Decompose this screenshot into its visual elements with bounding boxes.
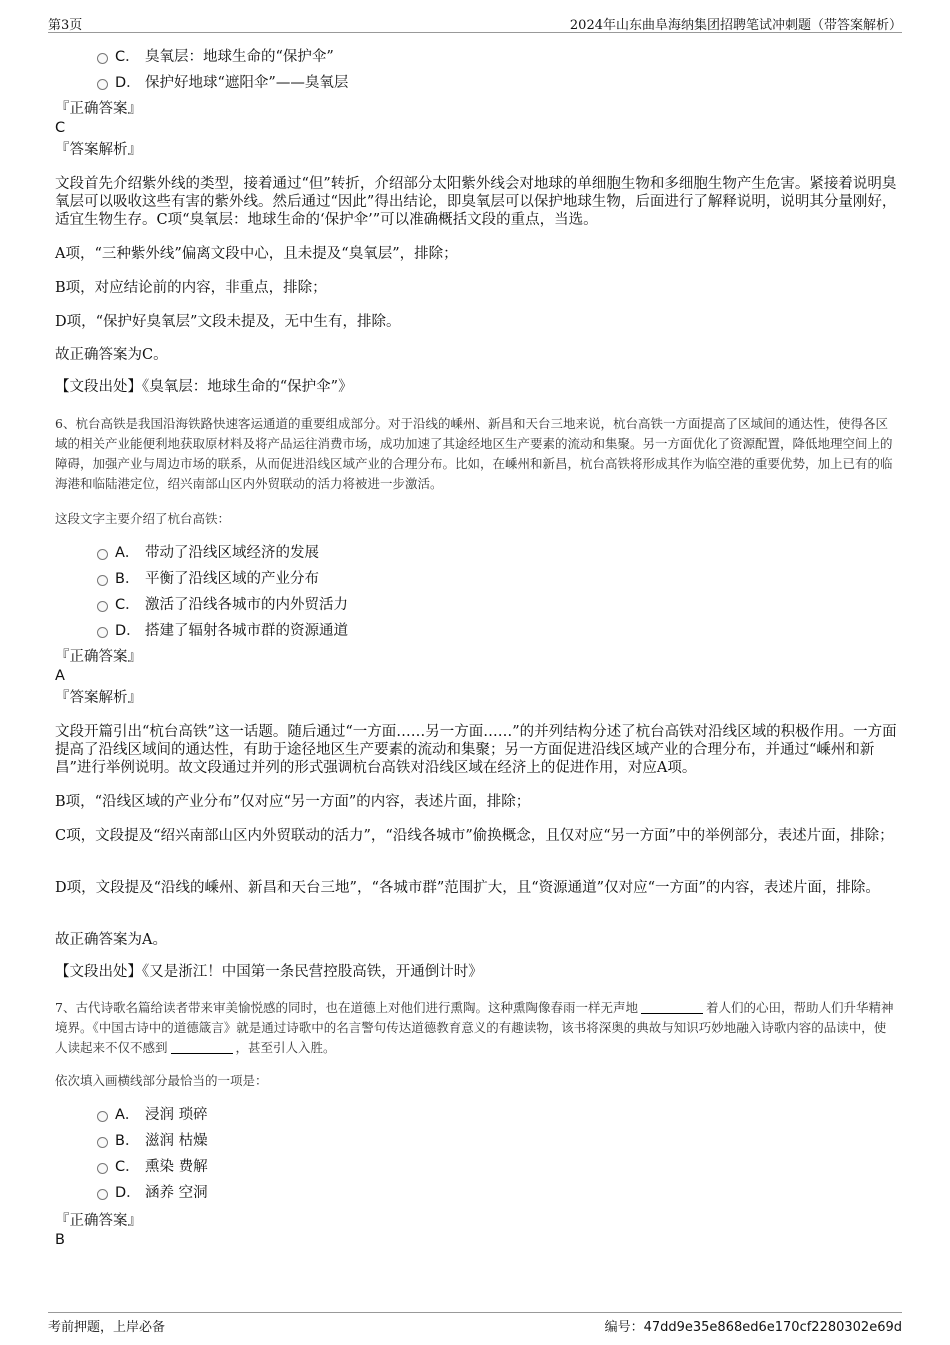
analysis-paragraph: C项，文段提及“绍兴南部山区内外贸联动的活力”，“沿线各城市”偷换概念，且仅对应“另一方面”中的举例部分，表述片面，排除； [55, 828, 894, 844]
radio-icon[interactable] [97, 627, 108, 638]
radio-icon[interactable] [97, 601, 108, 612]
source-citation: 【文段出处】《又是浙江！中国第一条民营控股高铁，开通倒计时》 [55, 964, 483, 980]
answer-label: 『正确答案』 [55, 1213, 142, 1229]
analysis-paragraph: D项，文段提及“沿线的嵊州、新昌和天台三地”，“各城市群”范围扩大，且“资源通道”仅对应“一方面”的内容，表述片面，排除。 [55, 880, 880, 896]
option-c[interactable]: C． 熏染 费解 [55, 1154, 897, 1180]
q6-options [55, 540, 897, 644]
radio-icon[interactable] [97, 79, 108, 90]
option-b[interactable]: B． 滋润 枯燥 [55, 1128, 897, 1154]
analysis-paragraph: 文段首先介绍紫外线的类型，接着通过“但”转折，介绍部分太阳紫外线会对地球的单细胞生物和多细胞生物产生危害。紧接着说明臭氧层可以吸收这些有害的紫外线。然后通过“因此”得出结论，即臭氧层可以保护地球生物，后面进行了解释说明，说明其分量刚好，适宜生物生存。C项“臭氧层：地球生命的‘保护伞’”可以准确概括文段的重点，当选。 [55, 176, 897, 228]
analysis-paragraph: 故正确答案为C。 [55, 347, 168, 363]
analysis-paragraph: B项，“沿线区域的产业分布”仅对应“另一方面”的内容，表述片面，排除； [55, 794, 531, 810]
q7-options [55, 1102, 897, 1206]
radio-icon[interactable] [97, 549, 108, 560]
radio-icon[interactable] [97, 53, 108, 64]
option-d[interactable]: D． 搭建了辐射各城市群的资源通道 [55, 618, 897, 644]
question-text: 7、古代诗歌名篇给读者带来审美愉悦感的同时，也在道德上对他们进行熏陶。这种熏陶像春雨一样无声地 着人们的心田，帮助人们升华精神境界。《中国古诗中的道德箴言》就是通过诗歌中的名言警句传达道德教育意义的有趣读物，该书将深奥的典故与知识巧妙地融入诗歌内容的品读中，使人读起来不仅不感到 ，甚至引人入胜。 [55, 1000, 894, 1055]
radio-icon[interactable] [97, 1163, 108, 1174]
answer-label: 『正确答案』 [55, 649, 142, 665]
radio-icon[interactable] [97, 1137, 108, 1148]
option-d[interactable]: D． 涵养 空洞 [55, 1180, 897, 1206]
answer-label: 『正确答案』 [55, 101, 142, 117]
analysis-paragraph: A项，“三种紫外线”偏离文段中心，且未提及“臭氧层”，排除； [55, 246, 458, 262]
source-citation: 【文段出处】《臭氧层：地球生命的“保护伞”》 [55, 379, 353, 395]
answer-value: C [55, 120, 66, 136]
question-prompt: 这段文字主要介绍了杭台高铁： [55, 511, 231, 526]
document-title: 2024年山东曲阜海纳集团招聘笔试冲刺题（带答案解析） [569, 18, 902, 33]
question-text: 6、杭台高铁是我国沿海铁路快速客运通道的重要组成部分。对于沿线的嵊州、新昌和天台三地来说，杭台高铁一方面提高了区域间的通达性，使得各区域的相关产业能便利地获取原材料及将产品运往消费市场，成功加速了其途经地区生产要素的流动和集聚。另一方面优化了资源配置，降低地理空间上的障碍，加强产业与周边市场的联系，从而促进沿线区域产业的合理分布。比如，在嵊州和新昌，杭台高铁将形成其作为临空港的重要优势，加上已有的临海港和临陆港定位，绍兴南部山区内外贸联动的活力将被进一步激活。 [55, 416, 893, 491]
q5-options [55, 44, 897, 96]
radio-icon[interactable] [97, 1111, 108, 1122]
page-footer [48, 1312, 902, 1338]
analysis-paragraph: D项，“保护好臭氧层”文段未提及，无中生有，排除。 [55, 314, 401, 330]
analysis-paragraph: 文段开篇引出“杭台高铁”这一话题。随后通过“一方面……另一方面……”的并列结构分述了杭台高铁对沿线区域的积极作用。一方面提高了沿线区域间的通达性，有助于途径地区生产要素的流动和集聚；另一方面促进沿线区域产业的合理分布，并通过“嵊州和新昌”进行举例说明。故文段通过并列的形式强调杭台高铁对沿线区域在经济上的促进作用，对应A项。 [55, 724, 897, 776]
option-c[interactable]: C． 激活了沿线各城市的内外贸活力 [55, 592, 897, 618]
document-code: 编号：47dd9e35e868ed6e170cf2280302e69d [604, 1320, 902, 1335]
radio-icon[interactable] [97, 575, 108, 586]
analysis-paragraph: 故正确答案为A。 [55, 932, 167, 948]
analysis-label: 『答案解析』 [55, 142, 142, 158]
answer-value: A [55, 668, 65, 684]
option-b[interactable]: B． 平衡了沿线区域的产业分布 [55, 566, 897, 592]
option-a[interactable]: A． 浸润 琐碎 [55, 1102, 897, 1128]
question-prompt: 依次填入画横线部分最恰当的一项是： [55, 1073, 268, 1088]
analysis-paragraph: B项，对应结论前的内容，非重点，排除； [55, 280, 327, 296]
radio-icon[interactable] [97, 1189, 108, 1200]
analysis-label: 『答案解析』 [55, 690, 142, 706]
answer-value: B [55, 1232, 65, 1248]
fill-blank [641, 999, 703, 1014]
fill-blank [171, 1039, 233, 1054]
option-c[interactable]: C． 臭氧层：地球生命的“保护伞” [55, 44, 897, 70]
option-a[interactable]: A． 带动了沿线区域经济的发展 [55, 540, 897, 566]
option-d[interactable]: D． 保护好地球“遮阳伞”——臭氧层 [55, 70, 897, 96]
footer-slogan: 考前押题，上岸必备 [48, 1320, 166, 1335]
page-header [48, 14, 902, 33]
page-number: 第3页 [48, 18, 83, 33]
